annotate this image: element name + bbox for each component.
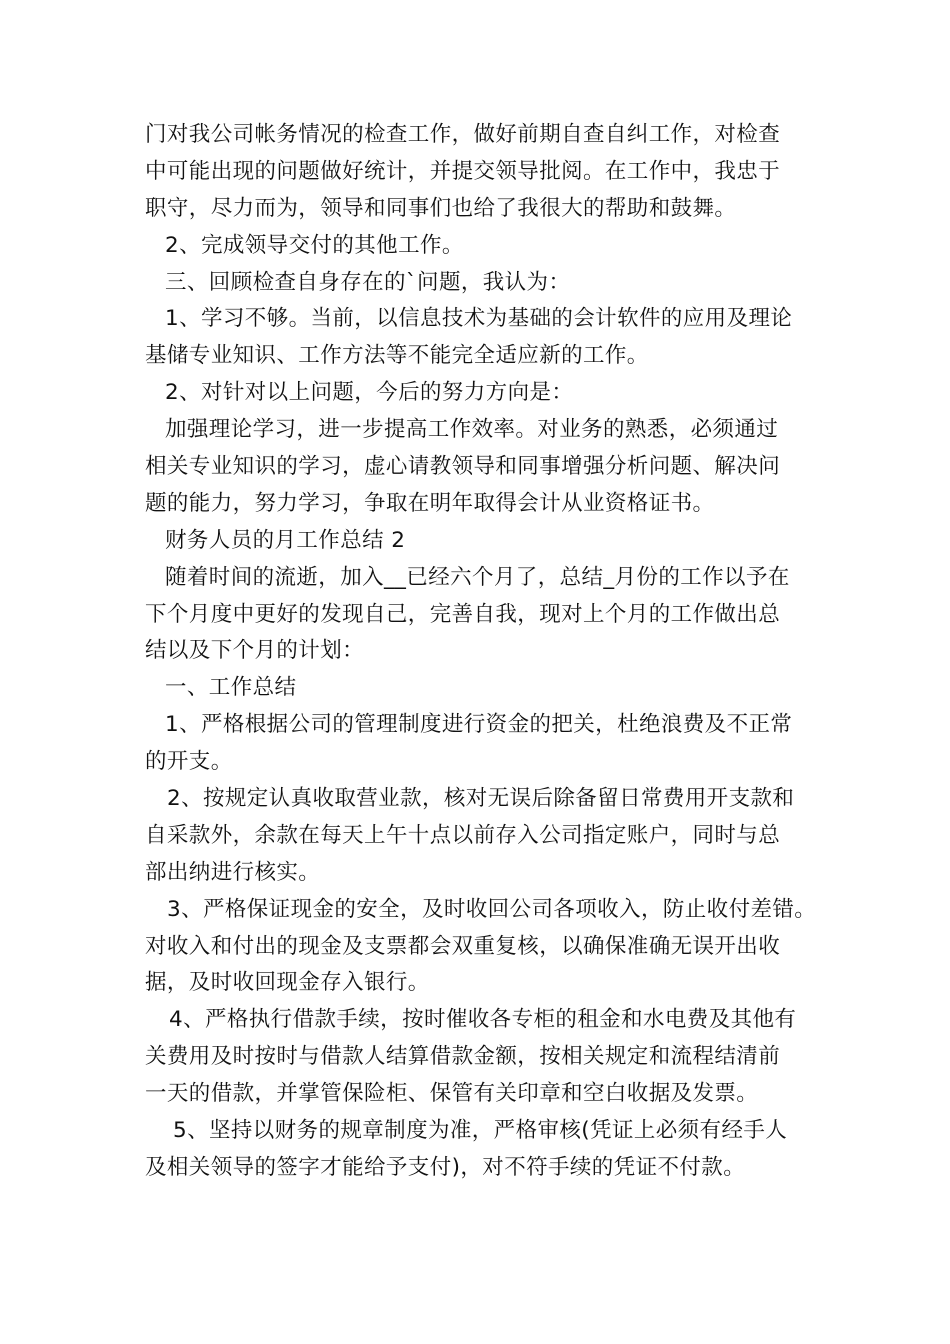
text-line: 职守，尽力而为，领导和同事们也给了我很大的帮助和鼓舞。 xyxy=(145,195,737,221)
list-item: 3、严格保证现金的安全，及时收回公司各项收入，防止收付差错。 xyxy=(167,896,817,922)
text-line: 随着时间的流逝，加入__已经六个月了，总结_月份的工作以予在 xyxy=(165,564,790,590)
text-line: 部出纳进行核实。 xyxy=(145,859,321,885)
text-line: 结以及下个月的计划： xyxy=(145,638,365,664)
article-title: 财务人员的月工作总结 2 xyxy=(165,527,406,553)
list-item: 1、严格根据公司的管理制度进行资金的把关，杜绝浪费及不正常 xyxy=(165,712,793,738)
text-line: 对收入和付出的现金及支票都会双重复核，以确保准确无误开出收 xyxy=(145,933,781,959)
text-line: 自采款外，余款在每天上午十点以前存入公司指定账户，同时与总 xyxy=(145,822,781,848)
list-item: 2、对针对以上问题，今后的努力方向是： xyxy=(165,380,574,406)
text-line: 门对我公司帐务情况的检查工作，做好前期自查自纠工作，对检查 xyxy=(145,122,781,147)
text-line: 的开支。 xyxy=(145,749,233,775)
text-line: 及相关领导的签字才能给予支付)，对不符手续的凭证不付款。 xyxy=(145,1154,746,1180)
list-item: 4、严格执行借款手续，按时催收各专柜的租金和水电费及其他有 xyxy=(169,1007,797,1033)
text-line: 一天的借款，并掌管保险柜、保管有关印章和空白收据及发票。 xyxy=(145,1081,759,1107)
list-item: 2、完成领导交付的其他工作。 xyxy=(165,232,464,258)
section-heading: 一、工作总结 xyxy=(165,675,297,701)
text-line: 下个月度中更好的发现自己，完善自我，现对上个月的工作做出总 xyxy=(145,601,781,627)
document-body xyxy=(145,117,835,1187)
text-line: 题的能力，努力学习，争取在明年取得会计从业资格证书。 xyxy=(145,490,715,516)
list-item: 2、按规定认真收取营业款，核对无误后除备留日常费用开支款和 xyxy=(167,786,795,812)
text-line: 基储专业知识、工作方法等不能完全适应新的工作。 xyxy=(145,343,649,369)
text-line: 加强理论学习，进一步提高工作效率。对业务的熟悉，必须通过 xyxy=(165,417,779,443)
text-line: 关费用及时按时与借款人结算借款金额，按相关规定和流程结清前 xyxy=(145,1044,781,1070)
text-line: 据，及时收回现金存入银行。 xyxy=(145,970,430,996)
list-item: 5、坚持以财务的规章制度为准，严格审核(凭证上必须有经手人 xyxy=(173,1118,788,1144)
section-heading: 三、回顾检查自身存在的`问题，我认为： xyxy=(165,269,571,295)
text-line: 中可能出现的问题做好统计，并提交领导批阅。在工作中，我忠于 xyxy=(145,158,781,184)
text-line: 相关专业知识的学习，虚心请教领导和同事增强分析问题、解决问 xyxy=(145,454,781,480)
list-item: 1、学习不够。当前，以信息技术为基础的会计软件的应用及理论 xyxy=(165,306,793,332)
